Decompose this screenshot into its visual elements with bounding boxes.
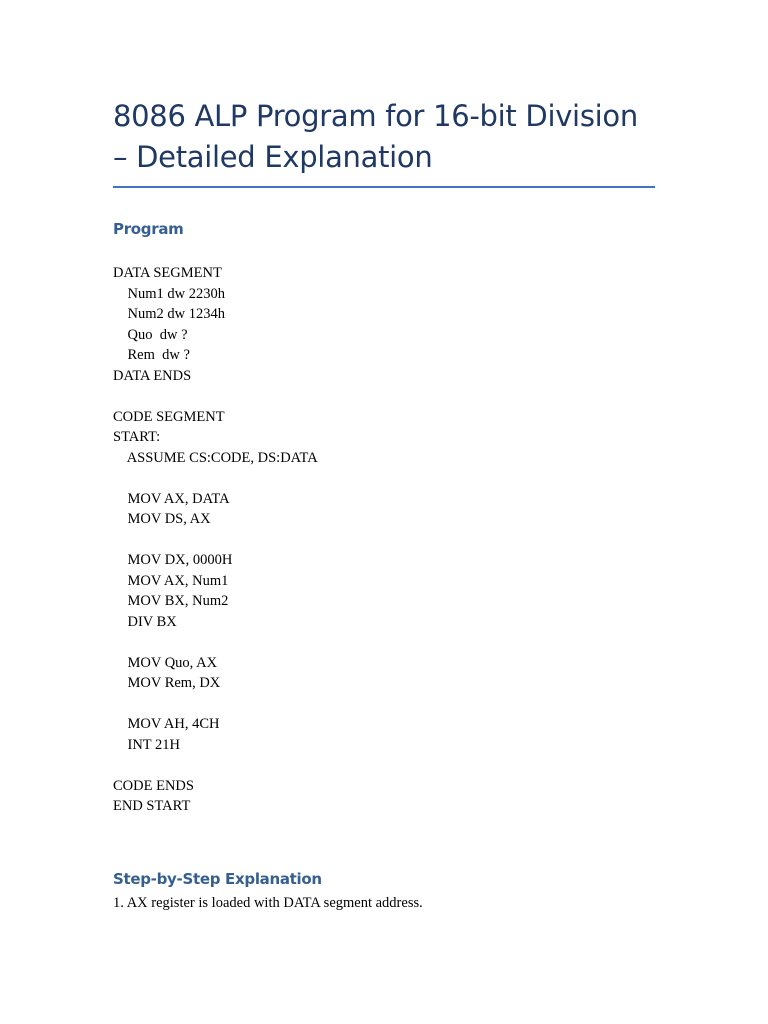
code-line: Rem dw ? [113,347,190,363]
code-line: MOV BX, Num2 [113,593,229,609]
code-line: DIV BX [113,613,177,630]
explanation-heading: Step-by-Step Explanation [113,869,322,888]
code-line: INT 21H [113,736,180,753]
code-line: MOV Quo, AX [113,654,218,671]
code-line: MOV AX, Num1 [113,572,229,589]
code-line: MOV DS, AX [113,511,211,527]
code-line [113,386,655,407]
code-line [113,632,655,653]
code-block [113,263,655,817]
code-line: DATA SEGMENT [113,265,222,281]
code-line: DATA ENDS [113,367,192,384]
code-line: CODE SEGMENT [113,408,225,425]
code-line: Num1 dw 2230h [113,285,225,302]
explanation-item: 1. AX register is loaded with DATA segment address. [113,894,423,911]
code-line [113,694,655,715]
code-line: MOV Rem, DX [113,675,221,691]
code-line [113,530,655,551]
code-line [113,468,655,489]
code-line: Quo dw ? [113,326,188,343]
program-heading: Program [113,220,184,238]
code-line: MOV DX, 0000H [113,552,233,568]
code-line [113,755,655,776]
code-line: Num2 dw 1234h [113,306,225,322]
code-line: MOV AX, DATA [113,490,230,507]
code-line: ASSUME CS:CODE, DS:DATA [113,449,318,466]
code-line: END START [113,798,191,814]
code-line: CODE ENDS [113,777,194,794]
explanation-list [113,893,655,913]
document-title: 8086 ALP Program for 16-bit Division – Detailed Explanation [113,96,655,188]
code-line: MOV AH, 4CH [113,716,220,732]
code-line: START: [113,429,161,445]
document-page [113,96,655,913]
